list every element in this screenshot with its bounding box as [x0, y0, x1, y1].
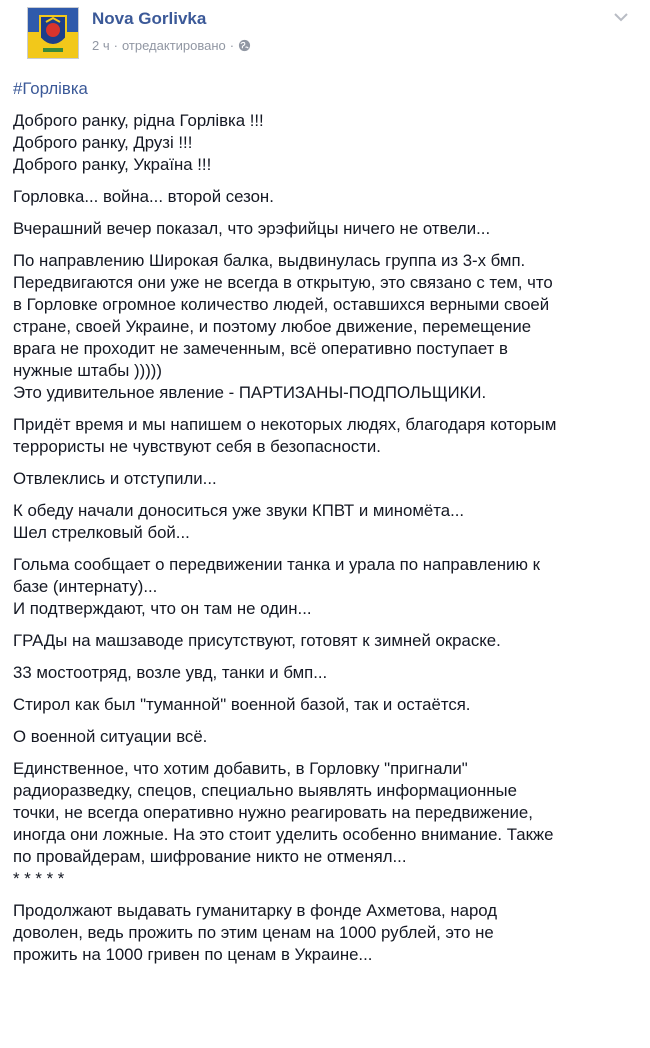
post-text-line: стране, своей Украине, и поэтому любое движение, перемещение — [13, 317, 532, 336]
post-text-line: К обеду начали доноситься уже звуки КПВТ и миномёта... — [13, 501, 465, 520]
post-text-line: Продолжают выдавать гуманитарку в фонде Ахметова, народ — [13, 901, 498, 920]
post-text-line: И подтверждают, что он там не один... — [13, 599, 312, 618]
post-paragraph — [13, 218, 638, 240]
post-text-line: доволен, ведь прожить по этим ценам на 1000 рублей, это не — [13, 923, 494, 942]
post-paragraph — [13, 630, 638, 652]
post-text-line: ГРАДы на машзаводе присутствуют, готовят к зимней окраске. — [13, 631, 501, 650]
post-text-line: прожить на 1000 гривен по ценам в Украине... — [13, 945, 373, 964]
post-paragraph — [13, 110, 638, 176]
post-body — [13, 78, 638, 976]
post-text-line: Стирол как был "туманной" военной базой, так и остаётся. — [13, 695, 471, 714]
post-paragraph — [13, 758, 638, 890]
post-text-line: Гольма сообщает о передвижении танка и урала по направлению к — [13, 555, 540, 574]
post-text-line: 33 мостоотряд, возле увд, танки и бмп... — [13, 663, 328, 682]
post-paragraph — [13, 554, 638, 620]
chevron-down-icon[interactable] — [614, 12, 628, 22]
post-text-line: О военной ситуации всё. — [13, 727, 208, 746]
post-text-line: По направлению Широкая балка, выдвинулась группа из 3-х бмп. — [13, 251, 526, 270]
post-text-line: Отвлеклись и отступили... — [13, 469, 217, 488]
post-text-line: иногда они ложные. На это стоит уделить особенно внимание. Также — [13, 825, 554, 844]
post-text-line: Шел стрелковый бой... — [13, 523, 190, 542]
post-paragraph — [13, 662, 638, 684]
post-text-line: * * * * * — [13, 869, 65, 888]
post-paragraph — [13, 186, 638, 208]
post-time[interactable]: 2 ч — [92, 38, 110, 53]
meta-separator-2: · — [229, 38, 235, 53]
hashtag-link[interactable]: #Горлівка — [13, 79, 88, 98]
post-text-line: Доброго ранку, Друзі !!! — [13, 133, 193, 152]
author-name[interactable]: Nova Gorlivka — [92, 9, 207, 28]
post-text-line: базе (интернату)... — [13, 577, 158, 596]
post-paragraph — [13, 900, 638, 966]
meta-separator: · — [113, 38, 118, 53]
post-paragraph — [13, 414, 638, 458]
post-text-line: Доброго ранку, рідна Горлівка !!! — [13, 111, 264, 130]
post-text-line: в Горловке огромное количество людей, оставшихся верными своей — [13, 295, 550, 314]
post-paragraph — [13, 468, 638, 490]
post-text-line: по провайдерам, шифрование никто не отменял... — [13, 847, 407, 866]
post-paragraph — [13, 726, 638, 748]
post-text-line: Доброго ранку, Україна !!! — [13, 155, 212, 174]
post-text-line: врага не проходит не замеченным, всё оперативно поступает в — [13, 339, 508, 358]
post-paragraph — [13, 500, 638, 544]
page-avatar[interactable] — [27, 7, 79, 59]
post-text-line: Горловка... война... второй сезон. — [13, 187, 274, 206]
coat-of-arms-icon — [28, 8, 78, 58]
post-text-line: радиоразведку, спецов, специально выявлять информационные — [13, 781, 517, 800]
post-text-line: Это удивительное явление - ПАРТИЗАНЫ-ПОДПОЛЬЩИКИ. — [13, 383, 487, 402]
post-text-line: точки, не всегда оперативно нужно реагировать на передвижение, — [13, 803, 533, 822]
post-text-line: Вчерашний вечер показал, что эрэфийцы ничего не отвели... — [13, 219, 491, 238]
post-text — [13, 110, 638, 966]
post-paragraph — [13, 694, 638, 716]
post-text-line: Единственное, что хотим добавить, в Горловку "пригнали" — [13, 759, 468, 778]
post-text-line: террористы не чувствуют себя в безопасности. — [13, 437, 381, 456]
post-text-line: нужные штабы ))))) — [13, 361, 162, 380]
globe-icon[interactable] — [238, 39, 251, 52]
post-paragraph — [13, 250, 638, 404]
post-header — [14, 0, 636, 62]
post-text-line: Придёт время и мы напишем о некоторых людях, благодаря которым — [13, 415, 557, 434]
edited-label[interactable]: отредактировано — [121, 38, 226, 53]
post-meta — [92, 38, 251, 53]
post-text-line: Передвигаются они уже не всегда в открытую, это связано с тем, что — [13, 273, 553, 292]
